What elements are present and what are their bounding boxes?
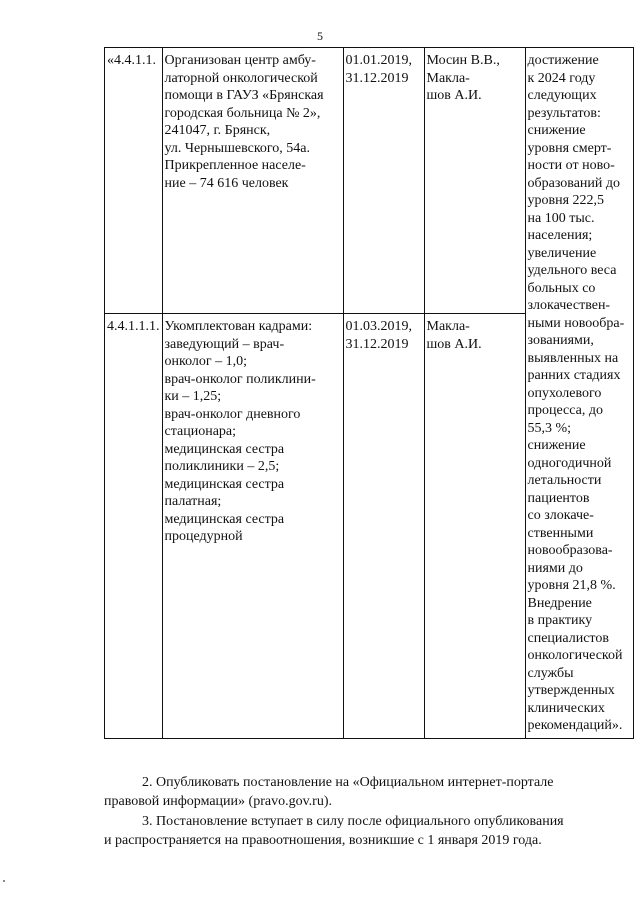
date-start: 01.01.2019, [345,53,412,68]
measures-table [104,47,634,739]
result-line: утвержденных [527,683,615,698]
paragraph-line: правовой информации» (pravo.gov.ru). [104,794,332,809]
responsible-line: Макла- [426,319,470,335]
result-line: рекомендаций». [527,718,623,733]
result-line: удельного веса [527,263,617,278]
result-line: ственными [527,525,594,541]
result-line: одногодичной [527,455,612,471]
paragraph-publish [104,773,626,811]
result-line: летальности [527,473,602,488]
text-line: Укомплектован кадрами: [164,319,313,335]
result-line: зованиями, [527,333,594,348]
text-line: Прикрепленное населе- [164,158,306,173]
result-line: образований до [527,175,621,191]
result-cell [525,48,633,739]
result-line: достижение [527,53,599,68]
result-line: Внедрение [527,595,592,611]
result-line: населения; [527,228,593,243]
page-number: 5 [317,29,323,43]
text-line: заведующий – врач- [164,336,285,352]
row-number: «4.4.1.1. [107,53,156,68]
paragraph-line: и распространяется на правоотношения, возникшие с 1 января 2019 года. [104,833,542,848]
result-line: специалистов [527,630,609,646]
measure-text-cell [162,48,343,314]
measure-text-cell [162,314,343,738]
row-number-cell [105,314,163,738]
result-line: опухолевого [527,385,602,401]
result-line: процесса, до [527,403,603,418]
responsible-line: Мосин В.В., [426,53,500,68]
responsible-line: Макла- [426,70,470,86]
date-start: 01.03.2019, [345,319,412,335]
dates-cell [343,314,424,738]
row-number-cell [105,48,163,314]
text-line: ки – 1,25; [164,389,222,405]
paragraph-line: 3. Постановление вступает в силу после официального опубликования [142,814,564,829]
result-line: ности от ново- [527,158,615,173]
result-line: уровня 21,8 %. [527,578,616,593]
result-line: ными новообра- [527,315,625,331]
result-line: онкологической [527,648,623,663]
result-line: снижение [527,438,586,453]
paragraph-effective-date [104,812,626,850]
text-line: врач-онколог поликлини- [164,371,316,387]
result-line: новообразова- [527,543,613,558]
result-line: следующих [527,88,597,103]
text-line: медицинская сестра [164,441,285,457]
result-line: пациентов [527,490,590,506]
date-end: 31.12.2019 [345,336,409,352]
text-line: помощи в ГАУЗ «Брянская [164,88,324,103]
text-line: процедурной [164,529,243,545]
text-line: палатная; [164,494,222,510]
result-line: на 100 тыс. [527,210,595,226]
text-line: ул. Чернышевского, 54а. [164,140,311,156]
result-line: службы [527,665,574,681]
text-line: стационара; [164,424,237,440]
result-line: со злокаче- [527,508,594,523]
table-row [105,48,634,314]
result-line: выявленных на [527,350,619,366]
date-end: 31.12.2019 [345,70,409,86]
result-line: ранних стадиях [527,368,621,383]
text-line: врач-онколог дневного [164,406,301,422]
text-line: онколог – 1,0; [164,354,248,370]
result-line: клинических [527,700,605,716]
result-line: к 2024 году [527,70,596,86]
result-line: больных со [527,280,596,296]
text-line: латорной онкологической [164,70,318,86]
result-line: ниями до [527,560,583,576]
dates-cell [343,48,424,314]
text-line: медицинская сестра [164,476,285,492]
text-line: ние – 74 616 человек [164,175,289,191]
text-line: городская больница № 2», [164,105,321,121]
text-line: поликлиники – 2,5; [164,459,280,475]
responsible-cell [424,314,525,738]
responsible-line: шов А.И. [426,88,482,103]
result-line: уровня 222,5 [527,193,605,208]
result-line: результатов: [527,105,601,121]
result-line: уровня смерт- [527,140,612,156]
text-line: медицинская сестра [164,511,285,527]
text-line: 241047, г. Брянск, [164,123,271,138]
responsible-line: шов А.И. [426,336,482,352]
responsible-cell [424,48,525,314]
result-line: увеличение [527,245,597,261]
row-number: 4.4.1.1.1. [107,319,160,335]
scan-mark [3,880,5,882]
paragraph-line: 2. Опубликовать постановление на «Официальном интернет-портале [142,775,554,790]
result-line: в практику [527,613,593,628]
result-line: снижение [527,123,586,138]
text-line: Организован центр амбу- [164,53,316,68]
result-line: злокачествен- [527,298,611,313]
result-line: 55,3 %; [527,420,572,436]
